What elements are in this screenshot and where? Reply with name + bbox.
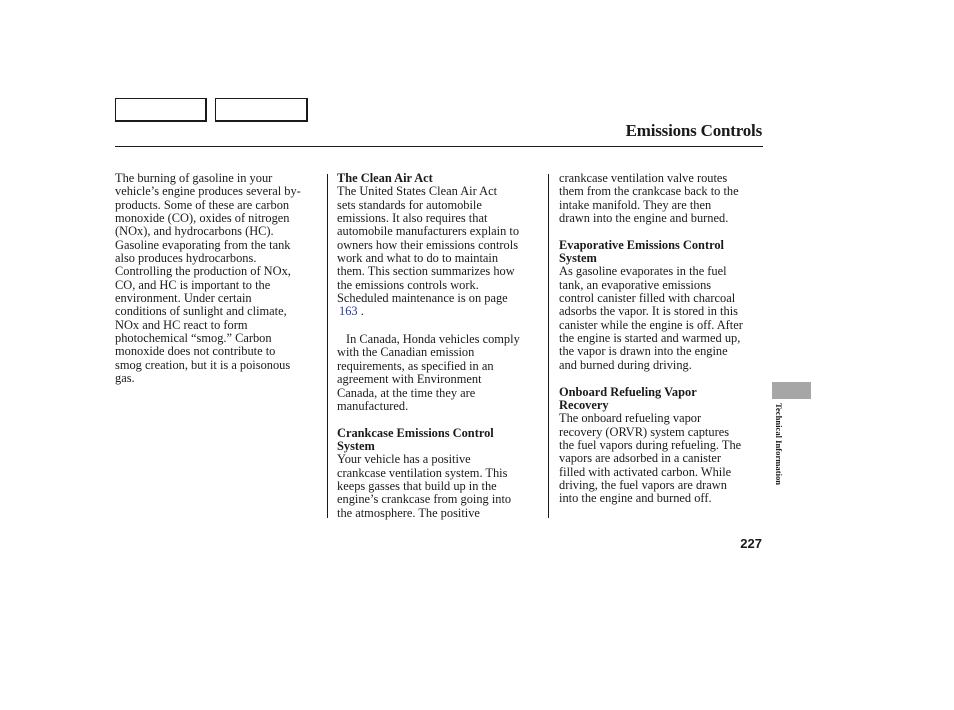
text-line: drawn into the engine and burned. [559,211,729,226]
section-tab[interactable] [772,382,811,399]
text-line: control canister filled with charcoal [559,291,736,306]
clean-air-heading: The Clean Air Act [337,171,433,185]
evaporative-heading: Evaporative Emissions Control [559,237,724,252]
text-line: crankcase ventilation valve routes [559,171,728,185]
text-line: monoxide does not contribute to [115,344,276,359]
column-divider [327,174,328,518]
text-line: keeps gasses that build up in the [337,478,497,493]
page-number: 227 [740,536,762,551]
text-line: environment. Under certain [115,291,252,306]
page-reference-line [337,305,542,318]
text-line: them. This section summarizes how [337,264,515,279]
title-divider [115,146,763,147]
text-line: As gasoline evaporates in the fuel [559,264,727,279]
text-line: the atmosphere. The positive [337,505,480,520]
text-line: crankcase ventilation system. This [337,465,508,480]
text-line: requirements, as specified in an [337,358,494,373]
text-line: Scheduled maintenance is on page [337,291,508,306]
orvr-heading: Onboard Refueling Vapor [559,384,697,399]
text-line: tank, an evaporative emissions [559,277,712,292]
text-line: conditions of sunlight and climate, [115,304,287,319]
text-line: photochemical “smog.” Carbon [115,331,272,346]
crankcase-heading: Crankcase Emissions Control [337,425,494,440]
text-line: gas. [115,371,135,386]
intro-paragraph [115,172,322,386]
clean-air-column [337,172,542,520]
text-line: Canada, at the time they are [337,385,476,400]
maintenance-page-link[interactable]: 163 [339,304,358,319]
crankcase-continued-paragraph [559,172,764,225]
crankcase-paragraph [337,453,542,520]
text-line: driving, the fuel vapors are drawn [559,477,727,492]
crankcase-heading-line-2: System [337,438,375,453]
text-line: recovery (ORVR) system captures [559,424,730,439]
evaporative-heading-line-2: System [559,251,597,266]
text-line: also produces hydrocarbons. [115,251,257,266]
text-line: the vapor is drawn into the engine [559,344,728,359]
text-line: engine’s crankcase from going into [337,492,512,507]
text-line: and burned during driving. [559,357,692,372]
text-line: Controlling the production of NOx, [115,264,291,279]
text-line: Your vehicle has a positive [337,452,471,467]
text-line: automobile manufacturers explain to [337,224,520,239]
column-divider [548,174,549,518]
section-label: Technical Information [774,403,784,486]
evaporative-column [559,172,764,506]
text-line: NOx and HC react to form [115,317,248,332]
orvr-paragraph [559,412,764,505]
text-line: the engine is started and warmed up, [559,331,741,346]
text-line: work and what to do to maintain [337,251,499,266]
page-title: Emissions Controls [625,121,762,140]
text-line: The burning of gasoline in your [115,171,273,185]
text-line: The United States Clean Air Act [337,184,498,199]
text-line: In Canada, Honda vehicles comply [346,332,520,347]
nav-button-next[interactable] [215,98,308,122]
text-line: CO, and HC is important to the [115,277,271,292]
text-line: canister while the engine is off. After [559,317,743,332]
text-line: (NOx), and hydrocarbons (HC). [115,224,274,239]
text-line: the fuel vapors during refueling. The [559,437,742,452]
nav-button-previous[interactable] [115,98,207,122]
text-line: emissions. It also requires that [337,211,488,226]
text-line: into the engine and burned off. [559,491,712,506]
text-line: monoxide (CO), oxides of nitrogen [115,211,290,226]
text-line: Gasoline evaporating from the tank [115,237,291,252]
page-reference-suffix: . [357,304,364,319]
text-line: owners how their emissions controls [337,237,519,252]
text-line: products. Some of these are carbon [115,197,290,212]
text-line: them from the crankcase back to the [559,184,739,199]
canada-paragraph [337,333,542,413]
clean-air-paragraph [337,185,542,318]
evaporative-paragraph [559,265,764,372]
text-line: vapors are adsorbed in a canister [559,451,722,466]
text-line: agreement with Environment [337,372,482,387]
text-line: adsorbs the vapor. It is stored in this [559,304,738,319]
orvr-heading-line-2: Recovery [559,397,609,412]
text-line: with the Canadian emission [337,345,475,360]
intro-column [115,172,322,386]
text-line: manufactured. [337,398,409,413]
text-line: sets standards for automobile [337,197,482,212]
text-line: intake manifold. They are then [559,197,712,212]
text-line: filled with activated carbon. While [559,464,732,479]
text-line: The onboard refueling vapor [559,411,702,426]
text-line: smog creation, but it is a poisonous [115,357,291,372]
text-line: vehicle’s engine produces several by- [115,184,301,199]
text-line: the emissions controls work. [337,277,479,292]
